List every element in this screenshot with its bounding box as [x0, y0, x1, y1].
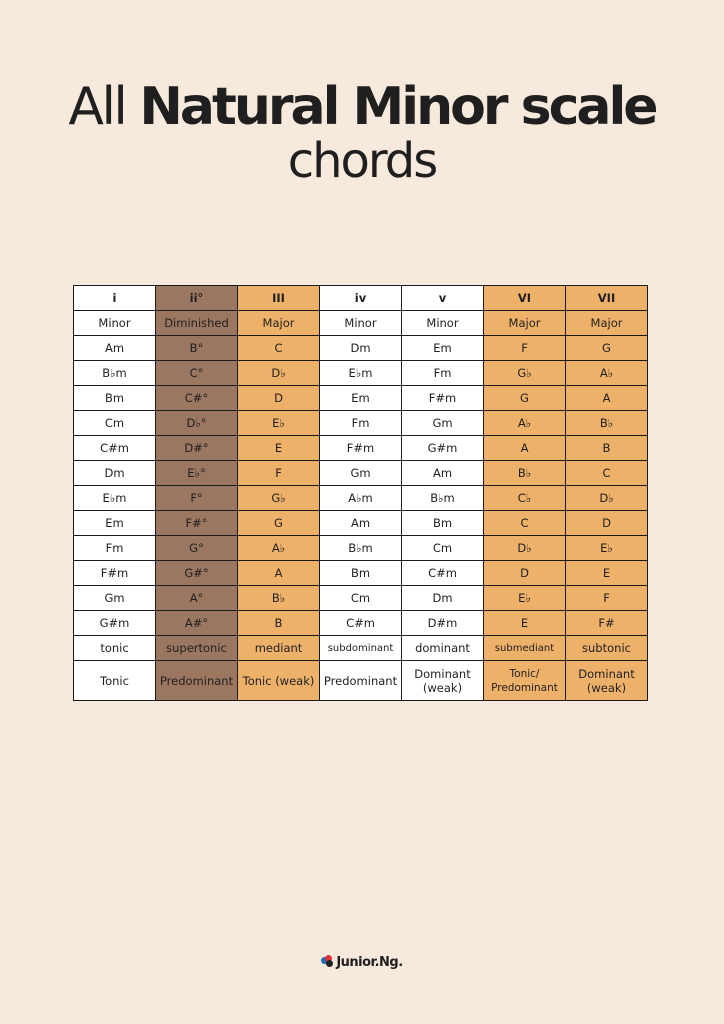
chord-table — [73, 285, 648, 701]
table-cell: C — [566, 461, 648, 486]
table-cell: Bm — [74, 386, 156, 411]
table-cell: G#° — [156, 561, 238, 586]
table-cell: B — [238, 611, 320, 636]
table-cell: A♭ — [484, 411, 566, 436]
table-cell: Cm — [74, 411, 156, 436]
footer-brand — [0, 955, 724, 970]
title-bold-part: Natural Minor scale — [139, 77, 656, 137]
table-cell: G#m — [74, 611, 156, 636]
table-cell: D — [238, 386, 320, 411]
table-cell: A° — [156, 586, 238, 611]
table-cell: G — [238, 511, 320, 536]
table-cell: Cm — [402, 536, 484, 561]
table-cell: G#m — [402, 436, 484, 461]
table-cell: C° — [156, 361, 238, 386]
table-cell: C — [238, 336, 320, 361]
table-cell: A♭ — [566, 361, 648, 386]
table-cell: A♭ — [238, 536, 320, 561]
table-cell: Dm — [74, 461, 156, 486]
table-row — [74, 536, 648, 561]
table-cell: Fm — [320, 411, 402, 436]
table-cell: ii° — [156, 286, 238, 311]
table-cell: Dm — [320, 336, 402, 361]
table-row — [74, 461, 648, 486]
table-cell: C♭ — [484, 486, 566, 511]
table-cell: Major — [238, 311, 320, 336]
title-light-part: All — [68, 77, 140, 137]
table-cell: F° — [156, 486, 238, 511]
table-cell: C#m — [74, 436, 156, 461]
table-cell: E — [566, 561, 648, 586]
table-row — [74, 511, 648, 536]
table-cell: D♭ — [484, 536, 566, 561]
table-cell: G° — [156, 536, 238, 561]
table-cell: Predominant — [320, 661, 402, 701]
table-cell: D — [484, 561, 566, 586]
table-cell: A — [484, 436, 566, 461]
function-row — [74, 636, 648, 661]
table-cell: B♭ — [238, 586, 320, 611]
table-cell: Minor — [402, 311, 484, 336]
table-cell: dominant — [402, 636, 484, 661]
table-row — [74, 586, 648, 611]
table-cell: D♭ — [238, 361, 320, 386]
table-cell: Dominant (weak) — [402, 661, 484, 701]
table-cell: Diminished — [156, 311, 238, 336]
table-cell: Gm — [402, 411, 484, 436]
table-cell: v — [402, 286, 484, 311]
table-cell: E — [484, 611, 566, 636]
table-cell: A — [566, 386, 648, 411]
table-cell: Cm — [320, 586, 402, 611]
table-cell: Dominant (weak) — [566, 661, 648, 701]
table-cell: A♭m — [320, 486, 402, 511]
table-cell: supertonic — [156, 636, 238, 661]
table-cell: Fm — [402, 361, 484, 386]
table-cell: mediant — [238, 636, 320, 661]
table-cell: F — [484, 336, 566, 361]
table-cell: VII — [566, 286, 648, 311]
table-cell: C#° — [156, 386, 238, 411]
table-cell: Dm — [402, 586, 484, 611]
table-cell: Bm — [402, 511, 484, 536]
table-cell: G♭ — [484, 361, 566, 386]
table-cell: Em — [402, 336, 484, 361]
table-row — [74, 611, 648, 636]
table-cell: G♭ — [238, 486, 320, 511]
table-cell: F# — [566, 611, 648, 636]
table-row — [74, 411, 648, 436]
brand-name: Junior.Ng. — [336, 955, 403, 970]
table-cell: D#° — [156, 436, 238, 461]
table-cell: E♭° — [156, 461, 238, 486]
table-cell: Am — [320, 511, 402, 536]
quality-row — [74, 311, 648, 336]
table-cell: G — [484, 386, 566, 411]
table-cell: Minor — [320, 311, 402, 336]
table-cell: Major — [566, 311, 648, 336]
brand-logo-icon — [321, 955, 335, 967]
table-cell: Em — [74, 511, 156, 536]
table-cell: VI — [484, 286, 566, 311]
table-cell: B° — [156, 336, 238, 361]
table-cell: III — [238, 286, 320, 311]
table-cell: Tonic (weak) — [238, 661, 320, 701]
table-cell: F — [566, 586, 648, 611]
chord-table-body — [74, 286, 648, 701]
table-cell: E♭m — [74, 486, 156, 511]
table-cell: E♭m — [320, 361, 402, 386]
table-cell: C#m — [402, 561, 484, 586]
table-cell: B — [566, 436, 648, 461]
table-row — [74, 486, 648, 511]
table-row — [74, 386, 648, 411]
table-row — [74, 336, 648, 361]
table-cell: Tonic — [74, 661, 156, 701]
table-cell: D♭° — [156, 411, 238, 436]
table-cell: Am — [402, 461, 484, 486]
table-row — [74, 361, 648, 386]
table-cell: Am — [74, 336, 156, 361]
table-cell: A — [238, 561, 320, 586]
table-cell: tonic — [74, 636, 156, 661]
table-cell: Fm — [74, 536, 156, 561]
table-cell: E♭ — [566, 536, 648, 561]
title-line-1 — [0, 78, 724, 136]
table-cell: Gm — [74, 586, 156, 611]
table-cell: F#m — [402, 386, 484, 411]
table-cell: D — [566, 511, 648, 536]
table-cell: F — [238, 461, 320, 486]
table-cell: B♭m — [74, 361, 156, 386]
table-cell: iv — [320, 286, 402, 311]
table-cell: E♭ — [238, 411, 320, 436]
page-title — [0, 77, 724, 189]
table-cell: Minor — [74, 311, 156, 336]
table-cell: C — [484, 511, 566, 536]
table-cell: E♭ — [484, 586, 566, 611]
header-row — [74, 286, 648, 311]
table-cell: B♭ — [566, 411, 648, 436]
table-cell: C#m — [320, 611, 402, 636]
table-cell: F#m — [74, 561, 156, 586]
table-row — [74, 436, 648, 461]
table-cell: B♭ — [484, 461, 566, 486]
table-cell: F#m — [320, 436, 402, 461]
title-line-2: chords — [287, 133, 437, 189]
table-cell: D♭ — [566, 486, 648, 511]
table-cell: Gm — [320, 461, 402, 486]
table-cell: Tonic/ Predominant — [484, 661, 566, 701]
table-cell: B♭m — [402, 486, 484, 511]
table-cell: i — [74, 286, 156, 311]
table-cell: B♭m — [320, 536, 402, 561]
table-cell: G — [566, 336, 648, 361]
table-cell: E — [238, 436, 320, 461]
table-cell: D#m — [402, 611, 484, 636]
table-cell: subdominant — [320, 636, 402, 661]
role-row — [74, 661, 648, 701]
table-row — [74, 561, 648, 586]
table-cell: A#° — [156, 611, 238, 636]
table-cell: Bm — [320, 561, 402, 586]
table-cell: submediant — [484, 636, 566, 661]
table-cell: Major — [484, 311, 566, 336]
table-cell: Predominant — [156, 661, 238, 701]
table-cell: F#° — [156, 511, 238, 536]
table-cell: Em — [320, 386, 402, 411]
table-cell: subtonic — [566, 636, 648, 661]
